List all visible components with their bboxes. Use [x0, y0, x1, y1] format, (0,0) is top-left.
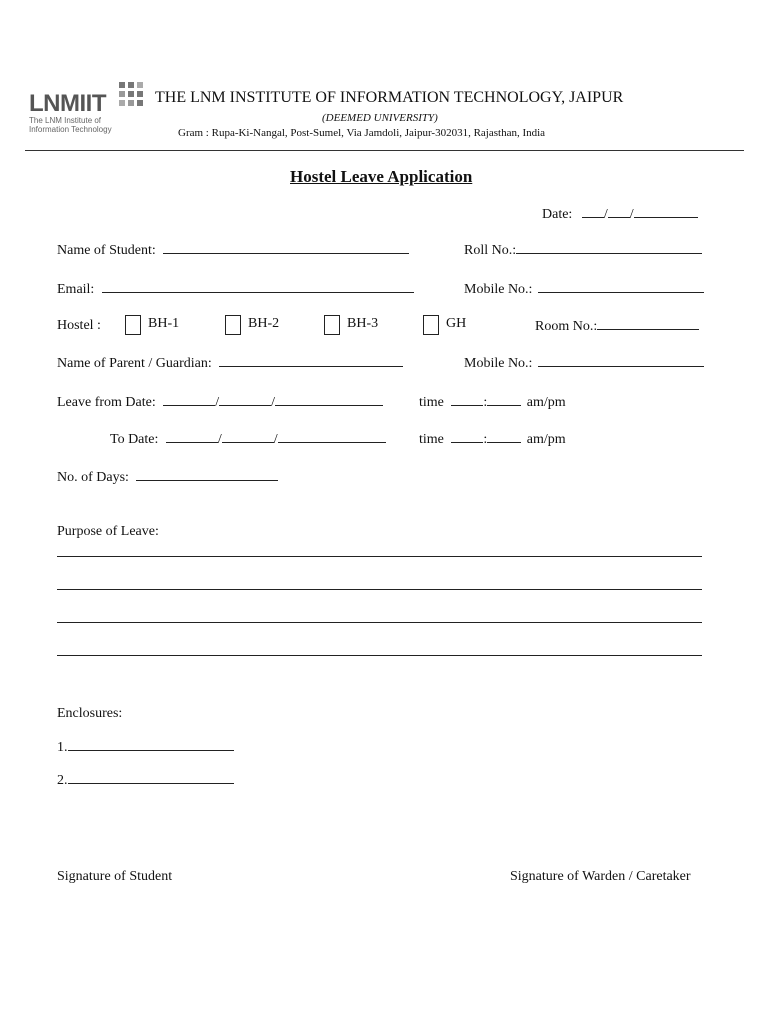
hostel-bh2-label: BH-2 — [248, 316, 280, 331]
enclosures-label: Enclosures: — [57, 706, 123, 721]
leave-from-ampm: am/pm — [526, 395, 566, 410]
hostel-bh3-checkbox[interactable] — [324, 315, 340, 335]
hostel-label: Hostel : — [57, 318, 101, 333]
hostel-bh2-checkbox[interactable] — [225, 315, 241, 335]
date-row: Date: / / — [542, 205, 698, 223]
mobile-field[interactable] — [538, 280, 704, 293]
form-title: Hostel Leave Application — [290, 167, 473, 186]
student-signature-label: Signature of Student — [57, 869, 173, 884]
to-date-year-field[interactable] — [278, 430, 386, 443]
purpose-line-4[interactable] — [57, 655, 702, 656]
enclosure-2-row — [57, 771, 234, 789]
to-date-label: To Date: — [110, 432, 159, 447]
room-row — [535, 317, 699, 335]
logo-wordmark: LNMIIT — [29, 90, 106, 117]
roll-row — [464, 241, 702, 259]
days-field[interactable] — [136, 468, 278, 481]
hostel-gh-label: GH — [446, 316, 467, 331]
logo-subtitle-line2: Information Technology — [29, 125, 112, 134]
leave-from-day-field[interactable] — [163, 393, 215, 406]
to-minute-field[interactable] — [487, 430, 521, 443]
student-name-field[interactable] — [163, 241, 409, 254]
institute-address: Gram : Rupa-Ki-Nangal, Post-Sumel, Via Jamdoli, Jaipur-302031, Rajasthan, India — [178, 127, 546, 139]
header-divider — [25, 150, 744, 151]
days-row — [57, 468, 278, 486]
parent-mobile-field[interactable] — [538, 354, 704, 367]
logo-subtitle-line1: The LNM Institute of — [29, 116, 102, 125]
parent-label: Name of Parent / Guardian: — [57, 356, 212, 371]
leave-from-year-field[interactable] — [275, 393, 383, 406]
to-date-month-field[interactable] — [222, 430, 274, 443]
room-label: Room No.: — [535, 319, 598, 334]
to-hour-field[interactable] — [451, 430, 483, 443]
email-field[interactable] — [102, 280, 414, 293]
leave-from-hour-field[interactable] — [451, 393, 483, 406]
enclosure-2-field[interactable] — [68, 771, 234, 784]
leave-from-row: Leave from Date: / / — [57, 393, 383, 411]
to-date-row: To Date: / / — [110, 430, 386, 448]
enclosure-2-number: 2. — [57, 773, 68, 788]
to-time-label: time — [419, 432, 444, 447]
mobile-row — [464, 280, 704, 298]
parent-field[interactable] — [219, 354, 403, 367]
hostel-bh1-label: BH-1 — [148, 316, 180, 331]
enclosure-1-row — [57, 738, 234, 756]
student-name-row — [57, 241, 409, 259]
parent-mobile-row — [464, 354, 704, 372]
hostel-bh3-label: BH-3 — [347, 316, 379, 331]
leave-from-time-label: time — [419, 395, 444, 410]
roll-label: Roll No.: — [464, 243, 517, 258]
enclosure-1-field[interactable] — [68, 738, 234, 751]
to-ampm: am/pm — [526, 432, 566, 447]
purpose-label: Purpose of Leave: — [57, 524, 159, 539]
purpose-line-3[interactable] — [57, 622, 702, 623]
roll-field[interactable] — [516, 241, 702, 254]
parent-row — [57, 354, 403, 372]
hostel-bh1-checkbox[interactable] — [125, 315, 141, 335]
purpose-line-1[interactable] — [57, 556, 702, 557]
mobile-label: Mobile No.: — [464, 282, 533, 297]
logo-grid-icon — [119, 82, 143, 106]
lnmiit-logo — [27, 80, 145, 136]
leave-from-minute-field[interactable] — [487, 393, 521, 406]
student-name-label: Name of Student: — [57, 243, 156, 258]
enclosure-1-number: 1. — [57, 740, 68, 755]
room-field[interactable] — [597, 317, 699, 330]
purpose-line-2[interactable] — [57, 589, 702, 590]
hostel-gh-checkbox[interactable] — [423, 315, 439, 335]
leave-from-month-field[interactable] — [219, 393, 271, 406]
email-label: Email: — [57, 282, 95, 297]
leave-from-label: Leave from Date: — [57, 395, 156, 410]
to-time-row: time : am/pm — [419, 432, 566, 447]
leave-from-time-row: time : am/pm — [419, 395, 566, 410]
email-row — [57, 280, 414, 298]
date-month-field[interactable] — [608, 205, 630, 218]
institute-name: THE LNM INSTITUTE OF INFORMATION TECHNOLOGY, JAIPUR — [155, 89, 624, 106]
date-label: Date: — [542, 207, 573, 222]
to-date-day-field[interactable] — [166, 430, 218, 443]
parent-mobile-label: Mobile No.: — [464, 356, 533, 371]
date-year-field[interactable] — [634, 205, 698, 218]
deemed-university: (DEEMED UNIVERSITY) — [322, 112, 438, 124]
date-day-field[interactable] — [582, 205, 604, 218]
days-label: No. of Days: — [57, 470, 129, 485]
warden-signature-label: Signature of Warden / Caretaker — [510, 869, 691, 884]
